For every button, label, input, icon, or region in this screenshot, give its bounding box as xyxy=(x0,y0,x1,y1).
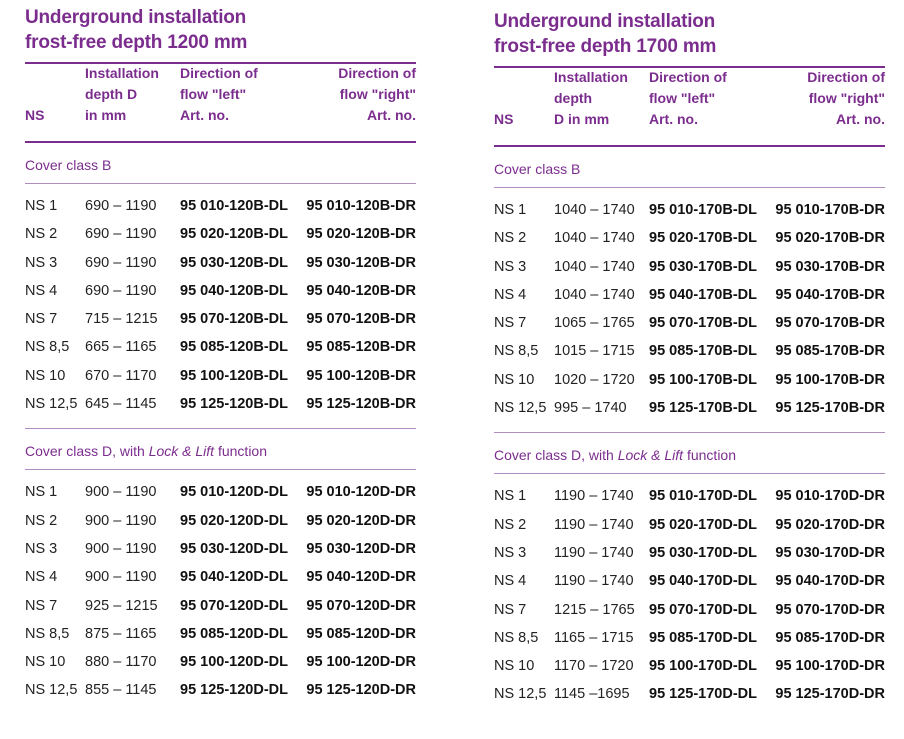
table-row xyxy=(494,681,885,709)
cell-ns: NS 10 xyxy=(25,654,66,671)
cell-ns: NS 1 xyxy=(494,202,527,218)
table-row xyxy=(494,338,885,366)
cell-ns: NS 12,5 xyxy=(25,682,78,699)
cell-depth: 715 – 1215 xyxy=(85,311,158,328)
cell-ns: NS 2 xyxy=(25,226,58,243)
cell-depth: 1015 – 1715 xyxy=(554,343,635,360)
cell-depth: 670 – 1170 xyxy=(85,367,157,384)
cell-art-right: 95 125-170B-DR xyxy=(775,400,885,417)
cell-ns: NS 2 xyxy=(494,230,527,247)
cell-depth: 1190 – 1740 xyxy=(554,573,634,590)
table-row xyxy=(494,483,885,511)
table-header xyxy=(25,64,416,134)
cell-art-left: 95 125-120B-DL xyxy=(180,396,288,413)
cell-ns: NS 4 xyxy=(494,286,527,303)
cell-art-left: 95 085-120D-DL xyxy=(180,625,288,642)
table-row xyxy=(25,593,416,621)
table-row xyxy=(25,536,416,564)
cell-depth: 900 – 1190 xyxy=(85,512,157,529)
cell-ns: NS 4 xyxy=(25,282,58,299)
table-row xyxy=(494,395,885,423)
cell-art-right: 95 040-170D-DR xyxy=(775,573,885,590)
cell-ns: NS 12,5 xyxy=(494,686,547,703)
table-row xyxy=(494,367,885,395)
cell-depth: 1040 – 1740 xyxy=(554,286,635,303)
cell-art-left: 95 020-120B-DL xyxy=(180,226,288,243)
cell-ns: NS 4 xyxy=(494,573,527,590)
cell-art-right: 95 085-170B-DR xyxy=(775,343,885,360)
table-row xyxy=(25,621,416,649)
cell-art-right: 95 010-120D-DR xyxy=(306,484,416,501)
table-row xyxy=(494,597,885,625)
section-label-cover-b: Cover class B xyxy=(494,161,581,177)
cell-ns: NS 10 xyxy=(25,367,66,384)
table-row xyxy=(25,391,416,419)
cell-depth: 880 – 1170 xyxy=(85,654,157,671)
header-flow-left: Direction of flow "left" Art. no. xyxy=(649,69,727,127)
cell-art-left: 95 085-170B-DL xyxy=(649,343,757,360)
rows-cover-d xyxy=(494,474,885,718)
cell-art-left: 95 100-120B-DL xyxy=(180,367,288,384)
cell-depth: 645 – 1145 xyxy=(85,396,157,413)
cell-ns: NS 1 xyxy=(494,488,527,505)
cell-art-left: 95 125-170B-DL xyxy=(649,400,757,417)
cell-art-right: 95 010-170B-DR xyxy=(775,202,885,218)
cell-depth: 690 – 1190 xyxy=(85,226,157,243)
cell-depth: 1190 – 1740 xyxy=(554,544,634,561)
cell-depth: 1065 – 1765 xyxy=(554,315,635,332)
table-panel-1700 xyxy=(494,9,885,719)
cell-art-left: 95 040-120D-DL xyxy=(180,569,288,586)
table-row xyxy=(25,221,416,249)
cell-art-left: 95 020-170B-DL xyxy=(649,230,757,247)
cell-depth: 925 – 1215 xyxy=(85,597,158,614)
cell-art-left: 95 010-170B-DL xyxy=(649,202,757,218)
cell-ns: NS 1 xyxy=(25,484,58,501)
cell-art-left: 95 100-170D-DL xyxy=(649,658,757,675)
cell-ns: NS 3 xyxy=(494,544,527,561)
cell-ns: NS 3 xyxy=(494,258,527,275)
table-row xyxy=(25,334,416,362)
cell-art-right: 95 070-170D-DR xyxy=(775,601,885,618)
cell-art-left: 95 040-170D-DL xyxy=(649,573,757,590)
cell-art-left: 95 030-170B-DL xyxy=(649,258,757,275)
cell-depth: 855 – 1145 xyxy=(85,682,157,699)
cell-depth: 1020 – 1720 xyxy=(554,371,635,388)
cell-depth: 875 – 1165 xyxy=(85,625,157,642)
section-label-suffix: function xyxy=(214,443,268,460)
cell-art-left: 95 085-170D-DL xyxy=(649,629,757,646)
cell-depth: 690 – 1190 xyxy=(85,282,157,299)
title-line-2: frost-free depth 1700 mm xyxy=(494,36,717,57)
cell-depth: 1145 –1695 xyxy=(554,686,630,703)
cell-ns: NS 7 xyxy=(25,597,58,614)
cell-art-right: 95 030-120B-DR xyxy=(306,254,416,271)
table-row xyxy=(494,254,885,282)
section-label-cover-b: Cover class B xyxy=(25,157,112,173)
cell-depth: 690 – 1190 xyxy=(85,254,157,271)
section-label-italic: Lock & Lift xyxy=(148,443,215,460)
cell-depth: 1165 – 1715 xyxy=(554,629,634,646)
cell-art-right: 95 125-170D-DR xyxy=(775,686,885,703)
cell-art-right: 95 100-170D-DR xyxy=(775,658,885,675)
section-label-cover-d xyxy=(494,433,885,473)
title-line-2: frost-free depth 1200 mm xyxy=(25,32,248,53)
section-label-prefix: Cover class D, with xyxy=(494,447,618,464)
cell-ns: NS 3 xyxy=(25,540,58,557)
cell-art-right: 95 040-170B-DR xyxy=(775,286,885,303)
cell-art-right: 95 085-120D-DR xyxy=(306,625,416,642)
cell-depth: 690 – 1190 xyxy=(85,198,157,214)
cell-art-left: 95 020-120D-DL xyxy=(180,512,288,529)
cell-depth: 1170 – 1720 xyxy=(554,658,634,675)
cell-ns: NS 12,5 xyxy=(494,400,547,417)
cell-art-left: 95 010-120D-DL xyxy=(180,484,288,501)
cell-art-right: 95 020-170B-DR xyxy=(775,230,885,247)
cell-art-left: 95 030-120B-DL xyxy=(180,254,288,271)
cell-ns: NS 10 xyxy=(494,371,535,388)
cell-art-left: 95 070-170B-DL xyxy=(649,315,757,332)
section-label-cover-d xyxy=(25,429,416,469)
cell-depth: 900 – 1190 xyxy=(85,569,157,586)
cell-depth: 900 – 1190 xyxy=(85,484,157,501)
cell-art-right: 95 020-120B-DR xyxy=(306,226,416,243)
panel-title xyxy=(25,5,416,55)
cell-depth: 1040 – 1740 xyxy=(554,230,635,247)
section-label-prefix: Cover class D, with xyxy=(25,443,149,460)
cell-art-right: 95 030-120D-DR xyxy=(306,540,416,557)
cell-art-right: 95 100-120B-DR xyxy=(306,367,416,384)
cell-art-right: 95 010-170D-DR xyxy=(775,488,885,505)
cell-depth: 1190 – 1740 xyxy=(554,488,634,505)
cell-art-left: 95 030-170D-DL xyxy=(649,544,757,561)
cell-art-left: 95 010-120B-DL xyxy=(180,198,288,214)
table-row xyxy=(25,508,416,536)
table-row xyxy=(494,653,885,681)
header-flow-left: Direction of flow "left" Art. no. xyxy=(180,65,258,123)
cell-art-left: 95 040-120B-DL xyxy=(180,282,288,299)
cell-art-left: 95 070-170D-DL xyxy=(649,601,757,618)
panel-title xyxy=(494,9,885,59)
cell-art-left: 95 100-170B-DL xyxy=(649,371,757,388)
cell-art-right: 95 010-120B-DR xyxy=(306,198,416,214)
cell-art-right: 95 020-120D-DR xyxy=(306,512,416,529)
cell-art-left: 95 070-120D-DL xyxy=(180,597,288,614)
cell-depth: 900 – 1190 xyxy=(85,540,157,557)
cell-ns: NS 8,5 xyxy=(25,625,70,642)
header-ns: NS xyxy=(494,111,514,127)
cell-art-right: 95 070-120B-DR xyxy=(306,311,416,328)
rows-cover-b xyxy=(25,184,416,428)
table-panel-1200 xyxy=(25,5,416,715)
cell-art-right: 95 020-170D-DR xyxy=(775,516,885,533)
table-header xyxy=(494,68,885,138)
cell-ns: NS 2 xyxy=(25,512,58,529)
table-row xyxy=(25,649,416,677)
table-row xyxy=(494,197,885,225)
table-row xyxy=(25,479,416,507)
title-line-1: Underground installation xyxy=(25,7,247,28)
cell-depth: 665 – 1165 xyxy=(85,339,157,356)
cell-art-right: 95 040-120D-DR xyxy=(306,569,416,586)
cell-art-right: 95 070-170B-DR xyxy=(775,315,885,332)
cell-ns: NS 1 xyxy=(25,198,58,214)
title-line-1: Underground installation xyxy=(494,11,716,32)
table-row xyxy=(494,540,885,568)
rows-cover-b xyxy=(494,188,885,432)
cell-art-left: 95 070-120B-DL xyxy=(180,311,288,328)
cell-art-left: 95 010-170D-DL xyxy=(649,488,757,505)
cell-art-right: 95 125-120B-DR xyxy=(306,396,416,413)
cell-ns: NS 2 xyxy=(494,516,527,533)
cell-ns: NS 7 xyxy=(494,315,527,332)
cell-ns: NS 7 xyxy=(25,311,58,328)
cell-depth: 1040 – 1740 xyxy=(554,202,635,218)
header-depth: Installation depth D in mm xyxy=(85,65,159,123)
cell-art-right: 95 030-170B-DR xyxy=(775,258,885,275)
cell-art-left: 95 125-170D-DL xyxy=(649,686,757,703)
cell-ns: NS 12,5 xyxy=(25,396,78,413)
cell-art-right: 95 100-120D-DR xyxy=(306,654,416,671)
table-row xyxy=(494,568,885,596)
cell-ns: NS 10 xyxy=(494,658,535,675)
table-row xyxy=(494,512,885,540)
table-row xyxy=(25,278,416,306)
cell-art-left: 95 100-120D-DL xyxy=(180,654,288,671)
cell-ns: NS 8,5 xyxy=(494,629,539,646)
table-row xyxy=(25,250,416,278)
header-flow-right: Direction of flow "right" Art. no. xyxy=(338,65,416,123)
section-label-suffix: function xyxy=(683,447,737,464)
cell-depth: 1190 – 1740 xyxy=(554,516,634,533)
header-depth: Installation depth D in mm xyxy=(554,69,628,127)
table-row xyxy=(494,625,885,653)
cell-ns: NS 4 xyxy=(25,569,58,586)
cell-art-right: 95 125-120D-DR xyxy=(306,682,416,699)
table-row xyxy=(494,282,885,310)
table-row xyxy=(25,363,416,391)
cell-ns: NS 8,5 xyxy=(494,343,539,360)
header-ns: NS xyxy=(25,107,45,123)
cell-ns: NS 3 xyxy=(25,254,58,271)
cell-art-left: 95 085-120B-DL xyxy=(180,339,288,356)
cell-depth: 995 – 1740 xyxy=(554,400,627,417)
table-row xyxy=(25,306,416,334)
cell-art-right: 95 085-170D-DR xyxy=(775,629,885,646)
table-row xyxy=(494,310,885,338)
cell-art-left: 95 020-170D-DL xyxy=(649,516,757,533)
cell-ns: NS 7 xyxy=(494,601,527,618)
section-label-italic: Lock & Lift xyxy=(617,447,684,464)
cell-art-right: 95 030-170D-DR xyxy=(775,544,885,561)
cell-art-left: 95 125-120D-DL xyxy=(180,682,288,699)
table-row xyxy=(494,225,885,253)
cell-art-right: 95 070-120D-DR xyxy=(306,597,416,614)
table-row xyxy=(25,564,416,592)
table-row xyxy=(25,677,416,705)
table-row xyxy=(25,193,416,221)
cell-art-right: 95 085-120B-DR xyxy=(306,339,416,356)
rows-cover-d xyxy=(25,470,416,714)
cell-depth: 1215 – 1765 xyxy=(554,601,635,618)
cell-art-left: 95 040-170B-DL xyxy=(649,286,757,303)
cell-ns: NS 8,5 xyxy=(25,339,70,356)
cell-art-right: 95 100-170B-DR xyxy=(775,371,885,388)
cell-depth: 1040 – 1740 xyxy=(554,258,635,275)
cell-art-right: 95 040-120B-DR xyxy=(306,282,416,299)
cell-art-left: 95 030-120D-DL xyxy=(180,540,288,557)
header-flow-right: Direction of flow "right" Art. no. xyxy=(807,69,885,127)
